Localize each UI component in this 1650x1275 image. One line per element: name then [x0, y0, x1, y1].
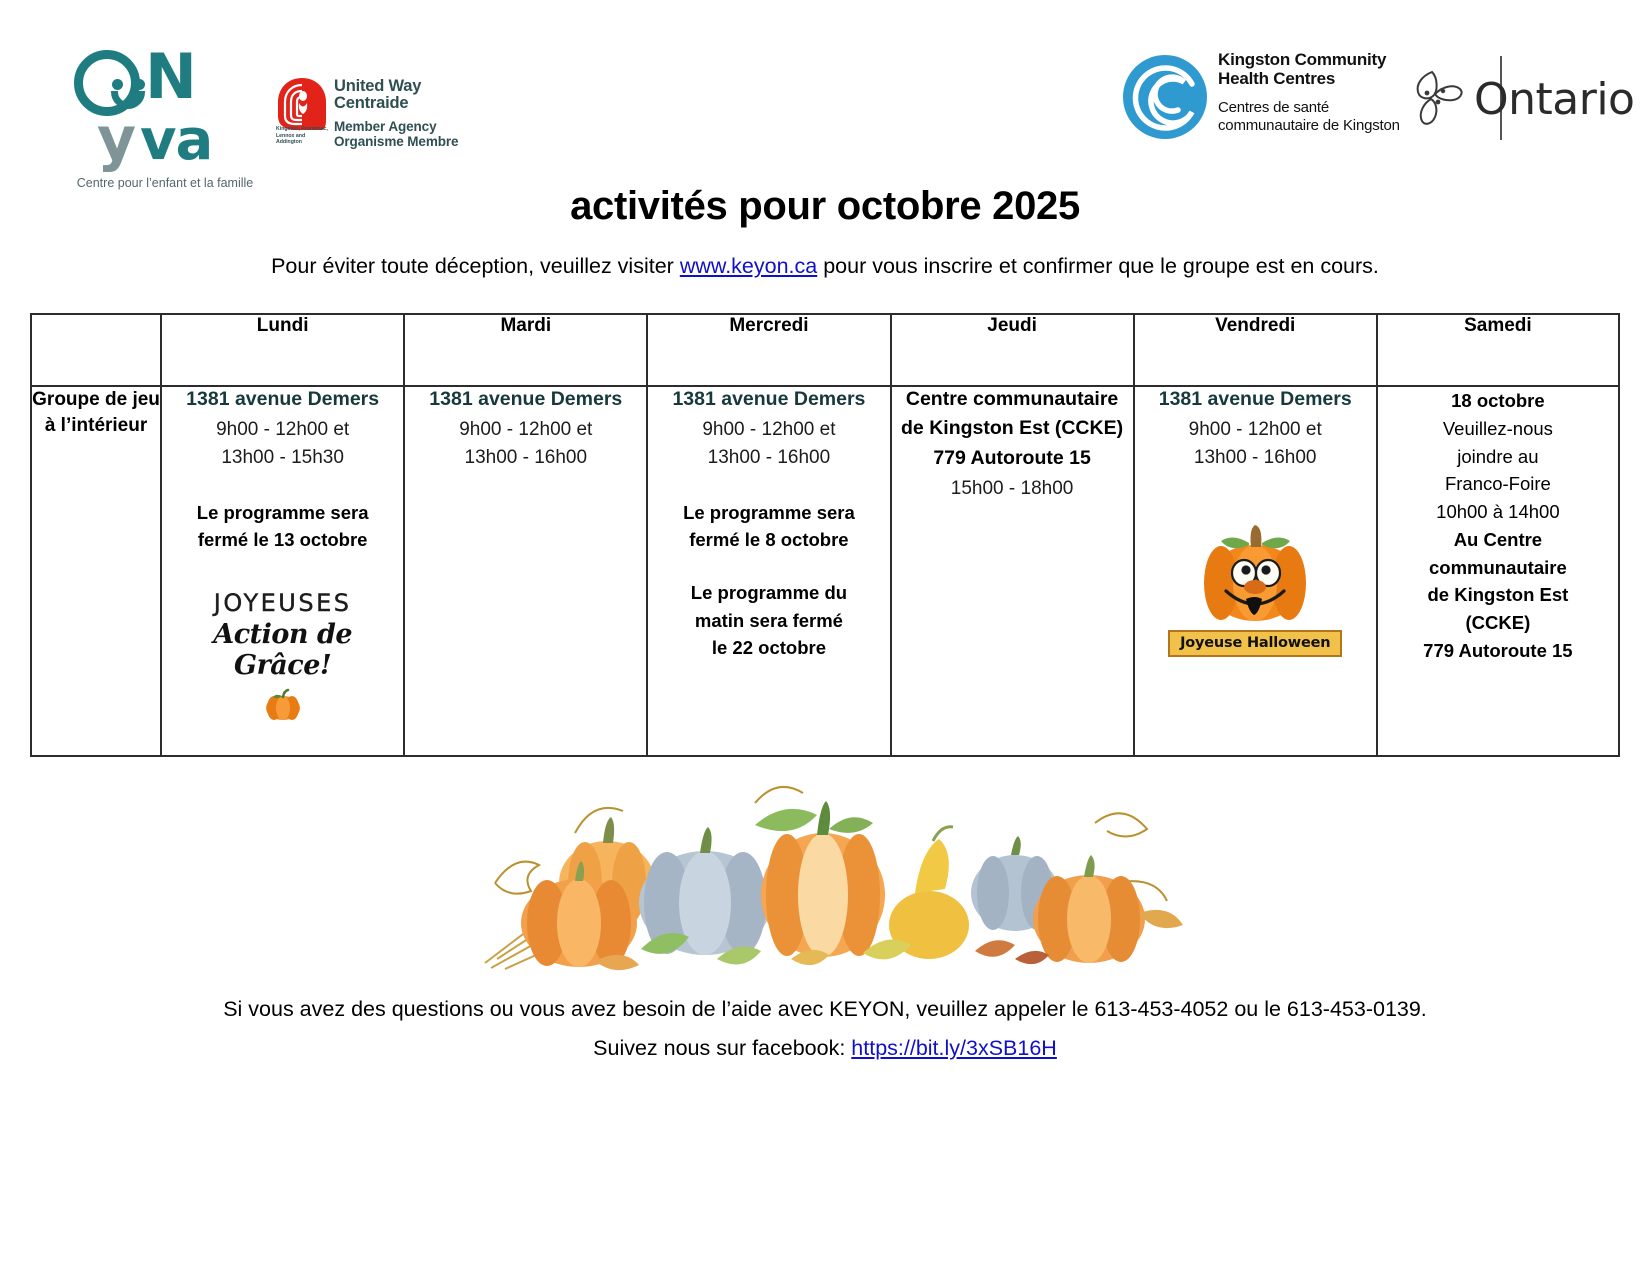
mercredi-address: 1381 avenue Demers	[672, 388, 866, 410]
halloween-graphic	[1135, 517, 1376, 657]
mercredi-note2-3: le 22 octobre	[711, 637, 826, 659]
mardi-hours-2: 13h00 - 16h00	[464, 447, 588, 469]
trillium-icon	[1402, 66, 1468, 132]
small-pumpkin-icon	[162, 687, 403, 726]
kchc-line4: communautaire de Kingston	[1218, 116, 1400, 134]
united-way-line4: Organisme Membre	[334, 134, 459, 150]
lundi-hours-1: 9h00 - 12h00 et	[216, 419, 350, 441]
cell-mardi	[404, 386, 647, 756]
mardi-address: 1381 avenue Demers	[429, 388, 623, 410]
halloween-pumpkin-icon	[1135, 517, 1376, 630]
header-mardi: Mardi	[404, 314, 647, 386]
lundi-note-1: Le programme sera	[196, 501, 369, 523]
keyon-website-link[interactable]: www.keyon.ca	[679, 254, 818, 278]
onyva-letters-va: va	[140, 108, 213, 173]
registration-notice	[0, 254, 1650, 279]
table-header-row	[31, 314, 1619, 386]
united-way-line1: United Way	[334, 77, 422, 95]
lundi-address: 1381 avenue Demers	[186, 388, 380, 410]
thanksgiving-joyeuses-text: JOYEUSES	[213, 589, 352, 618]
united-way-mark-icon	[276, 76, 328, 132]
page-title: activités pour octobre 2025	[570, 184, 1080, 228]
samedi-line-6: Au Centre	[1453, 528, 1543, 550]
onyva-logo	[62, 40, 262, 190]
cell-samedi	[1377, 386, 1619, 756]
lundi-note-2: fermé le 13 octobre	[197, 528, 368, 550]
halloween-banner-text: Joyeuse Halloween	[1168, 630, 1342, 657]
jeudi-address-2: de Kingston Est (CCKE)	[901, 417, 1124, 440]
mercredi-hours-2: 13h00 - 16h00	[707, 447, 831, 469]
kchc-line2: Health Centres	[1218, 69, 1336, 89]
jeudi-address-3: 779 Autoroute 15	[933, 446, 1091, 469]
thanksgiving-action-de-grace-text: Action de Grâce!	[213, 619, 352, 682]
header-samedi: Samedi	[1377, 314, 1619, 386]
united-way-line2: Centraide	[334, 94, 409, 113]
onyva-letter-n: N	[145, 40, 195, 113]
header-blank	[31, 314, 161, 386]
mardi-hours-1: 9h00 - 12h00 et	[459, 419, 593, 441]
mercredi-note2-1: Le programme du	[690, 582, 848, 604]
vendredi-hours-2: 13h00 - 16h00	[1193, 447, 1317, 469]
samedi-line-2: Veuillez-nous	[1442, 417, 1553, 439]
samedi-line-8: de Kingston Est	[1427, 584, 1569, 606]
logo-header	[0, 0, 1650, 190]
samedi-line-4: Franco-Foire	[1444, 473, 1551, 495]
mercredi-hours-1: 9h00 - 12h00 et	[702, 419, 836, 441]
table-row	[31, 386, 1619, 756]
ontario-wordmark: Ontario	[1474, 74, 1635, 125]
schedule-table-wrap	[30, 313, 1620, 757]
kchc-spiral-icon	[1122, 54, 1208, 140]
onyva-letter-y: y	[97, 104, 137, 174]
mercredi-note2-2: matin sera fermé	[694, 609, 843, 631]
header-vendredi: Vendredi	[1134, 314, 1377, 386]
samedi-line-9: (CCKE)	[1465, 612, 1531, 633]
cell-mercredi	[647, 386, 890, 756]
cell-jeudi	[891, 386, 1134, 756]
jeudi-hours-1: 15h00 - 18h00	[950, 478, 1074, 500]
kchc-line3: Centres de santé	[1218, 99, 1330, 117]
facebook-label: Suivez nous sur facebook:	[593, 1036, 852, 1060]
samedi-line-5: 10h00 à 14h00	[1436, 501, 1560, 522]
header-lundi: Lundi	[161, 314, 404, 386]
notice-text-before: Pour éviter toute déception, veuillez visiter	[271, 254, 680, 278]
notice-text-after: pour vous inscrire et confirmer que le groupe est en cours.	[817, 254, 1379, 278]
row-label-groupe-de-jeu: Groupe de jeu à l’intérieur	[31, 386, 161, 756]
jeudi-address-1: Centre communautaire	[905, 388, 1119, 410]
samedi-line-10: 779 Autoroute 15	[1423, 639, 1573, 661]
footer-contact-line: Si vous avez des questions ou vous avez besoin de l’aide avec KEYON, veuillez appeler le 613-453-4052 ou le 613-453-0139.	[223, 997, 1427, 1021]
kchc-line1: Kingston Community	[1218, 50, 1387, 69]
united-way-line3: Member Agency	[334, 119, 437, 135]
united-way-region: Kingston, Frontenac, Lennox and Addington	[276, 126, 328, 145]
samedi-line-3: joindre au	[1457, 445, 1539, 467]
footer-facebook-line	[0, 1036, 1650, 1061]
cell-vendredi	[1134, 386, 1377, 756]
header-jeudi: Jeudi	[891, 314, 1134, 386]
mercredi-note1-2: fermé le 8 octobre	[689, 528, 849, 550]
samedi-line-1: 18 octobre	[1451, 390, 1545, 411]
thanksgiving-graphic	[162, 589, 403, 726]
samedi-line-7: communautaire	[1429, 556, 1567, 578]
onyva-tagline: Centre pour l’enfant et la famille	[76, 176, 254, 190]
facebook-link[interactable]: https://bit.ly/3xSB16H	[851, 1036, 1057, 1060]
header-mercredi: Mercredi	[647, 314, 890, 386]
mercredi-note1-1: Le programme sera	[683, 501, 855, 523]
vendredi-address: 1381 avenue Demers	[1158, 388, 1352, 410]
cell-lundi	[161, 386, 404, 756]
lundi-hours-2: 13h00 - 15h30	[221, 447, 344, 469]
vendredi-hours-1: 9h00 - 12h00 et	[1188, 419, 1322, 441]
footer	[0, 997, 1650, 1061]
autumn-pumpkins-illustration	[0, 763, 1650, 993]
schedule-table	[30, 313, 1620, 757]
